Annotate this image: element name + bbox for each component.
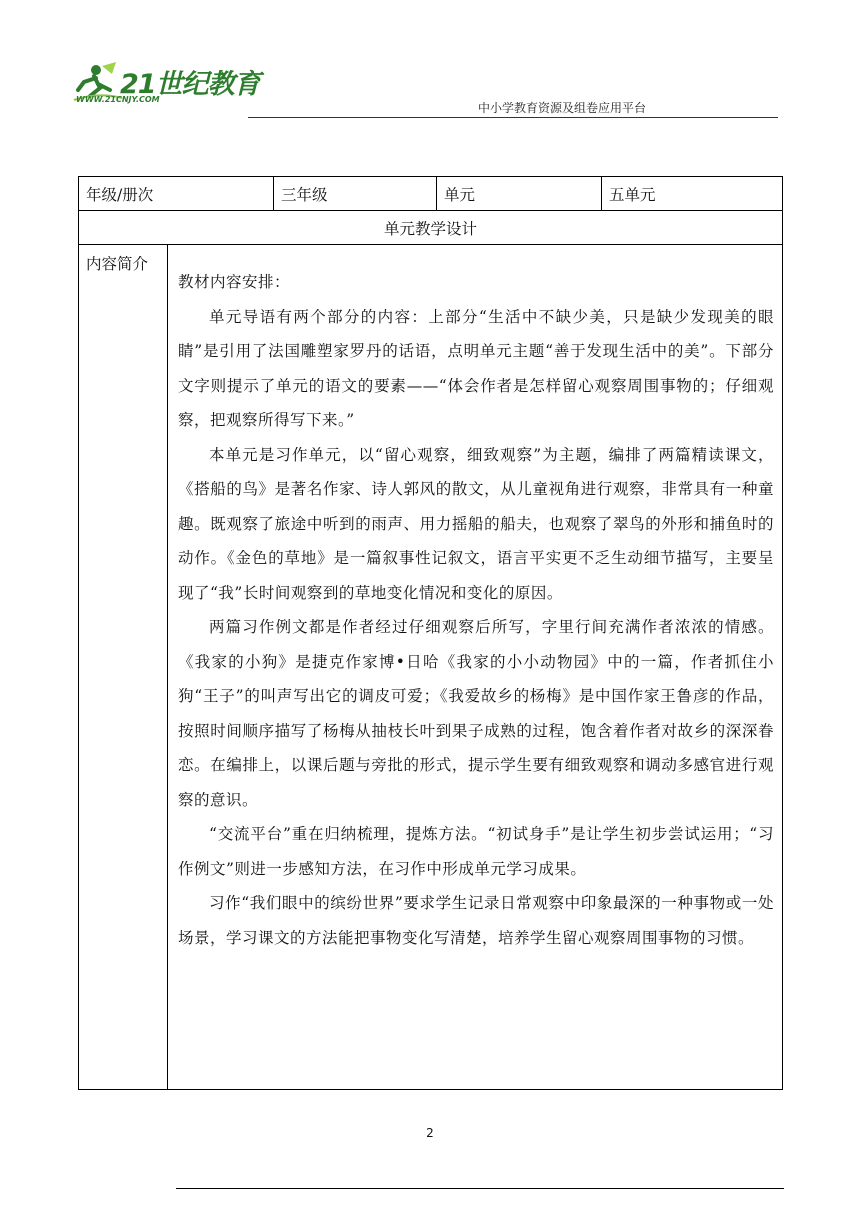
content-paragraph: 单元导语有两个部分的内容：上部分“生活中不缺少美，只是缺少发现美的眼睛”是引用了法国雕塑家罗丹的话语，点明单元主题“善于发现生活中的美”。下部分文字则提示了单元的语文的要素——“体会作者是怎样留心观察周围事物的；仔细观察，把观察所得写下来。” <box>178 307 775 429</box>
table-row-title <box>79 211 783 245</box>
footer-divider <box>176 1188 784 1189</box>
table-title: 单元教学设计 <box>79 211 783 245</box>
unit-design-table <box>78 176 783 1090</box>
content-paragraph: “交流平台”重在归纳梳理，提炼方法。“初试身手”是让学生初步尝试运用；“习作例文”则进一步感知方法，在习作中形成单元学习成果。 <box>178 825 775 878</box>
unit-label: 单元 <box>437 177 602 211</box>
unit-value: 五单元 <box>602 177 783 211</box>
grade-label: 年级/册次 <box>79 177 274 211</box>
logo-url: WWW.21CNJY.COM <box>76 95 160 104</box>
table-row-content <box>79 245 783 1090</box>
content-paragraph: 习作“我们眼中的缤纷世界”要求学生记录日常观察中印象最深的一种事物或一处场景，学习课文的方法能把事物变化写清楚，培养学生留心观察周围事物的习惯。 <box>178 894 775 947</box>
platform-name: 中小学教育资源及组卷应用平台 <box>478 101 647 115</box>
intro-content <box>168 245 783 1090</box>
grade-value: 三年级 <box>274 177 437 211</box>
intro-label: 内容简介 <box>79 245 168 1090</box>
header-divider <box>248 117 778 118</box>
content-heading: 教材内容安排： <box>178 273 291 291</box>
content-paragraph: 两篇习作例文都是作者经过仔细观察后所写，字里行间充满作者浓浓的情感。《我家的小狗》是捷克作家博•日哈《我家的小小动物园》中的一篇，作者抓住小狗“王子”的叫声写出它的调皮可爱；《我爱故乡的杨梅》是中国作家王鲁彦的作品，按照时间顺序描写了杨梅从抽枝长叶到果子成熟的过程，饱含着作者对故乡的深深眷恋。在编排上，以课后题与旁批的形式，提示学生要有细致观察和调动多感官进行观察的意识。 <box>178 618 775 809</box>
logo-text: 21世纪教育 <box>120 69 260 100</box>
content-paragraph: 本单元是习作单元，以“留心观察，细致观察”为主题，编排了两篇精读课文，《搭船的鸟》是著名作家、诗人郭风的散文，从儿童视角进行观察，非常具有一种童趣。既观察了旅途中听到的雨声、用力摇船的船夫，也观察了翠鸟的外形和捕鱼时的动作。《金色的草地》是一篇叙事性记叙文，语言平实更不乏生动细节描写，主要呈现了“我”长时间观察到的草地变化情况和变化的原因。 <box>178 445 775 602</box>
table-row-grade <box>79 177 783 211</box>
site-logo <box>72 60 260 112</box>
page-number: 2 <box>426 1126 434 1140</box>
